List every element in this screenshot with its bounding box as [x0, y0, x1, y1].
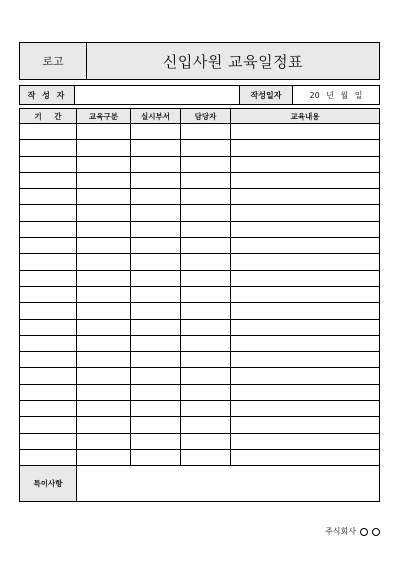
table-row	[20, 319, 380, 335]
table-row	[20, 352, 380, 368]
table-cell[interactable]	[181, 140, 231, 156]
table-cell[interactable]	[77, 368, 131, 384]
table-cell[interactable]	[181, 352, 231, 368]
table-row	[20, 384, 380, 400]
table-cell[interactable]	[77, 221, 131, 237]
table-cell[interactable]	[77, 254, 131, 270]
table-cell[interactable]	[231, 319, 380, 335]
table-cell[interactable]	[131, 189, 181, 205]
notes-field[interactable]	[77, 466, 380, 502]
table-row	[20, 205, 380, 221]
table-row	[20, 335, 380, 351]
table-cell[interactable]	[181, 189, 231, 205]
table-body	[20, 124, 380, 502]
table-cell[interactable]	[131, 384, 181, 400]
table-cell[interactable]	[77, 319, 131, 335]
table-row	[20, 401, 380, 417]
col-header-period: 기 간	[20, 109, 77, 124]
table-cell[interactable]	[131, 124, 181, 140]
table-cell[interactable]	[77, 335, 131, 351]
table-row	[20, 449, 380, 465]
col-header-content: 교육내용	[231, 109, 380, 124]
table-row	[20, 286, 380, 302]
table-row	[20, 303, 380, 319]
col-header-category: 교육구분	[77, 109, 131, 124]
table-cell[interactable]	[131, 401, 181, 417]
table-cell[interactable]	[231, 156, 380, 172]
table-cell[interactable]	[20, 352, 77, 368]
table-cell[interactable]	[77, 172, 131, 188]
table-cell[interactable]	[181, 384, 231, 400]
table-cell[interactable]	[231, 449, 380, 465]
table-cell[interactable]	[20, 156, 77, 172]
table-cell[interactable]	[181, 172, 231, 188]
table-cell[interactable]	[181, 449, 231, 465]
table-cell[interactable]	[20, 401, 77, 417]
table-cell[interactable]	[231, 335, 380, 351]
author-field[interactable]	[75, 86, 240, 104]
table-cell[interactable]	[20, 417, 77, 433]
schedule-sheet	[19, 42, 380, 536]
table-cell[interactable]	[131, 417, 181, 433]
table-cell[interactable]	[77, 303, 131, 319]
table-cell[interactable]	[20, 335, 77, 351]
table-cell[interactable]	[77, 189, 131, 205]
table-cell[interactable]	[20, 205, 77, 221]
table-cell[interactable]	[231, 221, 380, 237]
author-label: 작 성 자	[20, 86, 75, 104]
table-cell[interactable]	[77, 433, 131, 449]
table-cell[interactable]	[231, 352, 380, 368]
schedule-table	[19, 108, 380, 502]
table-cell[interactable]	[231, 303, 380, 319]
table-cell[interactable]	[131, 221, 181, 237]
table-cell[interactable]	[20, 254, 77, 270]
table-row	[20, 172, 380, 188]
table-cell[interactable]	[77, 286, 131, 302]
logo-cell: 로고	[20, 43, 87, 79]
notes-label: 특이사항	[20, 466, 77, 502]
table-cell[interactable]	[231, 417, 380, 433]
table-cell[interactable]	[20, 270, 77, 286]
table-row	[20, 156, 380, 172]
author-row	[19, 85, 380, 105]
table-cell[interactable]	[20, 384, 77, 400]
table-cell[interactable]	[231, 238, 380, 254]
table-cell[interactable]	[20, 140, 77, 156]
table-cell[interactable]	[231, 286, 380, 302]
table-cell[interactable]	[131, 368, 181, 384]
company-label: 주식회사	[325, 527, 356, 536]
table-cell[interactable]	[131, 449, 181, 465]
table-cell[interactable]	[181, 270, 231, 286]
table-row	[20, 368, 380, 384]
table-cell[interactable]	[131, 140, 181, 156]
table-cell[interactable]	[77, 449, 131, 465]
seal-circle-icon	[360, 528, 368, 536]
table-row	[20, 221, 380, 237]
table-cell[interactable]	[20, 189, 77, 205]
table-cell[interactable]	[181, 335, 231, 351]
table-cell[interactable]	[131, 286, 181, 302]
table-cell[interactable]	[131, 352, 181, 368]
footer	[19, 526, 380, 537]
table-cell[interactable]	[20, 449, 77, 465]
table-row	[20, 417, 380, 433]
table-cell[interactable]	[20, 433, 77, 449]
table-row	[20, 140, 380, 156]
table-cell[interactable]	[131, 156, 181, 172]
table-cell[interactable]	[20, 238, 77, 254]
table-row	[20, 433, 380, 449]
table-cell[interactable]	[77, 124, 131, 140]
table-cell[interactable]	[131, 433, 181, 449]
table-cell[interactable]	[77, 205, 131, 221]
table-cell[interactable]	[181, 417, 231, 433]
table-cell[interactable]	[181, 368, 231, 384]
table-cell[interactable]	[20, 319, 77, 335]
table-cell[interactable]	[77, 352, 131, 368]
table-cell[interactable]	[131, 335, 181, 351]
table-cell[interactable]	[131, 238, 181, 254]
table-cell[interactable]	[20, 172, 77, 188]
table-cell[interactable]	[181, 238, 231, 254]
table-cell[interactable]	[231, 140, 380, 156]
table-row	[20, 238, 380, 254]
table-cell[interactable]	[77, 384, 131, 400]
table-cell[interactable]	[231, 384, 380, 400]
table-cell[interactable]	[231, 270, 380, 286]
table-cell[interactable]	[20, 286, 77, 302]
table-cell[interactable]	[231, 433, 380, 449]
table-header-row	[20, 109, 380, 124]
table-cell[interactable]	[181, 286, 231, 302]
table-cell[interactable]	[20, 221, 77, 237]
table-cell[interactable]	[20, 303, 77, 319]
seal-circle-icon	[372, 528, 380, 536]
table-cell[interactable]	[181, 303, 231, 319]
table-cell[interactable]	[231, 205, 380, 221]
table-cell[interactable]	[181, 319, 231, 335]
table-cell[interactable]	[181, 221, 231, 237]
table-cell[interactable]	[231, 172, 380, 188]
col-header-department: 실시부서	[131, 109, 181, 124]
date-label: 작성일자	[240, 86, 293, 104]
table-row	[20, 124, 380, 140]
table-cell[interactable]	[131, 205, 181, 221]
table-cell[interactable]	[231, 124, 380, 140]
table-cell[interactable]	[131, 254, 181, 270]
table-cell[interactable]	[181, 433, 231, 449]
table-cell[interactable]	[231, 368, 380, 384]
table-cell[interactable]	[20, 124, 77, 140]
table-cell[interactable]	[131, 172, 181, 188]
header	[19, 42, 380, 80]
table-row	[20, 189, 380, 205]
table-cell[interactable]	[131, 303, 181, 319]
table-cell[interactable]	[20, 368, 77, 384]
table-cell[interactable]	[181, 401, 231, 417]
table-cell[interactable]	[77, 401, 131, 417]
table-cell[interactable]	[77, 417, 131, 433]
notes-row	[20, 466, 380, 502]
table-cell[interactable]	[231, 254, 380, 270]
col-header-manager: 담당자	[181, 109, 231, 124]
table-cell[interactable]	[131, 319, 181, 335]
table-cell[interactable]	[77, 140, 131, 156]
table-row	[20, 270, 380, 286]
table-cell[interactable]	[231, 189, 380, 205]
table-cell[interactable]	[77, 238, 131, 254]
table-row	[20, 254, 380, 270]
date-field[interactable]: 20 년 월 일	[309, 90, 363, 100]
table-cell[interactable]	[181, 124, 231, 140]
table-cell[interactable]	[181, 205, 231, 221]
table-cell[interactable]	[77, 156, 131, 172]
table-cell[interactable]	[77, 270, 131, 286]
table-cell[interactable]	[131, 270, 181, 286]
table-cell[interactable]	[181, 254, 231, 270]
table-cell[interactable]	[181, 156, 231, 172]
table-cell[interactable]	[231, 401, 380, 417]
page-title: 신입사원 교육일정표	[87, 43, 379, 79]
